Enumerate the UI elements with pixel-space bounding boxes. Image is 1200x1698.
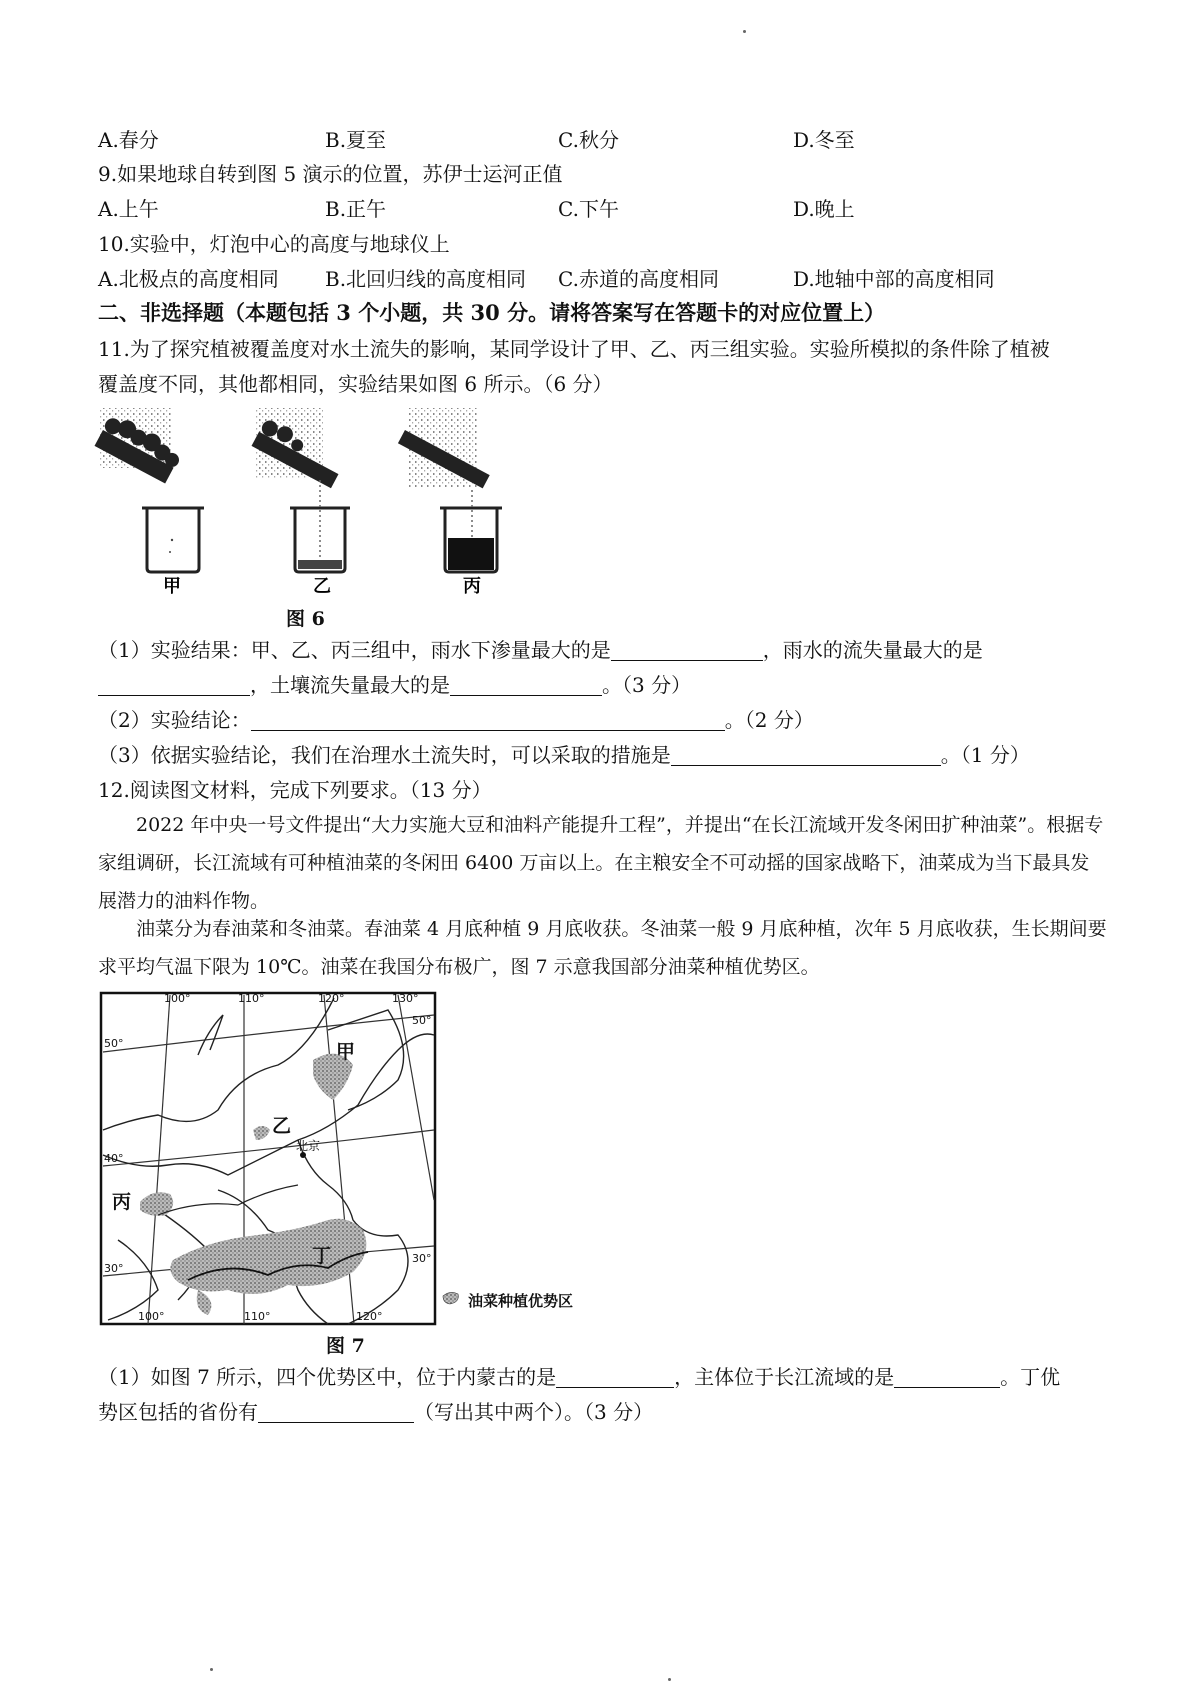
answer-blank-soil-loss[interactable] — [450, 673, 602, 696]
figure-7-caption: 图 7 — [326, 1335, 365, 1357]
bottom-lon-label-120: 120° — [356, 1310, 383, 1323]
experiment-group-jia — [94, 408, 204, 572]
lon-label-130: 130° — [392, 992, 419, 1005]
q11-part-1-score: 。（3 分） — [602, 673, 692, 697]
region-label-bing: 丙 — [112, 1191, 132, 1213]
lon-label-120: 120° — [318, 992, 345, 1005]
q12-material-paragraph-2: 油菜分为春油菜和冬油菜。春油菜 4 月底种植 9 月底收获。冬油菜一般 9 月底种植，次年 5 月底收获，生长期间要求平均气温下限为 10℃。油菜在我国分布极广，图 7 示意我国部分油菜种植优势区。 — [98, 918, 1107, 978]
q12-material-paragraph-1: 2022 年中央一号文件提出“大力实施大豆和油料产能提升工程”，并提出“在长江流域开发冬闲田扩种油菜”。根据专家组调研，长江流域有可种植油菜的冬闲田 6400 万亩以上。在主粮安全不可动摇的国家战略下，油菜成为当下最具发展潜力的油料作物。 — [98, 814, 1104, 912]
q11-part-3-text: （3）依据实验结论，我们在治理水土流失时，可以采取的措施是 — [98, 743, 671, 767]
q10-stem: 10.实验中，灯泡中心的高度与地球仪上 — [98, 232, 450, 256]
answer-blank-inner-mongolia[interactable] — [556, 1365, 674, 1388]
experiment-group-yi — [252, 408, 350, 572]
q9-stem: 9.如果地球自转到图 5 演示的位置，苏伊士运河正值 — [98, 162, 563, 186]
answer-blank-infiltration[interactable] — [611, 638, 763, 661]
q12-part-1-text-4: 势区包括的省份有 — [98, 1400, 258, 1424]
bottom-lon-label-100: 100° — [138, 1310, 165, 1323]
q9-option-d: D.晚上 — [793, 197, 855, 221]
right-lat-label-30: 30° — [412, 1252, 432, 1265]
q8-option-b: B.夏至 — [325, 128, 387, 152]
region-label-yi: 乙 — [272, 1115, 292, 1137]
q10-option-b: B.北回归线的高度相同 — [325, 267, 527, 291]
region-label-jia: 甲 — [336, 1041, 356, 1063]
q12-part-1-line-1 — [98, 1362, 1060, 1392]
answer-blank-measures[interactable] — [671, 743, 941, 766]
q11-stem-line-2: 覆盖度不同，其他都相同，实验结果如图 6 所示。（6 分） — [98, 372, 613, 396]
q12-part-1-text-2: ，主体位于长江流域的是 — [674, 1365, 895, 1389]
q11-part-2-text: （2）实验结论： — [98, 708, 251, 732]
q8-option-c: C.秋分 — [558, 128, 619, 152]
right-lat-label-50: 50° — [412, 1014, 432, 1027]
figure-6-experiment — [90, 400, 530, 640]
q9-option-c: C.下午 — [558, 197, 619, 221]
figure-7-map — [98, 990, 598, 1335]
q12-stem: 12.阅读图文材料，完成下列要求。（13 分） — [98, 778, 492, 802]
region-label-ding: 丁 — [312, 1245, 332, 1267]
q10-option-c: C.赤道的高度相同 — [558, 267, 719, 291]
answer-blank-provinces[interactable] — [258, 1400, 414, 1423]
bottom-lon-label-110: 110° — [244, 1310, 271, 1323]
q10-option-d: D.地轴中部的高度相同 — [793, 267, 995, 291]
lat-label-50: 50° — [104, 1037, 124, 1050]
q11-part-1-line-2 — [98, 670, 691, 700]
city-label-beijing: 北京 — [296, 1139, 321, 1153]
q12-part-1-text-3: 。丁优 — [1000, 1365, 1061, 1389]
q11-part-1-text-2: ，雨水的流失量最大的是 — [762, 638, 983, 662]
q8-option-d: D.冬至 — [793, 128, 855, 152]
q11-part-2-score: 。（2 分） — [724, 708, 814, 732]
map-legend — [443, 1292, 573, 1310]
experiment-group-bing — [398, 408, 502, 572]
answer-blank-yangtze[interactable] — [894, 1365, 1000, 1388]
scan-speck — [743, 30, 746, 33]
lat-label-30: 30° — [104, 1262, 124, 1275]
q12-part-1-text: （1）如图 7 所示，四个优势区中，位于内蒙古的是 — [98, 1365, 557, 1389]
legend-label: 油菜种植优势区 — [468, 1292, 574, 1310]
answer-blank-conclusion[interactable] — [251, 708, 725, 731]
q12-part-1-line-2 — [98, 1397, 653, 1427]
lon-label-110: 110° — [238, 992, 265, 1005]
section-2-heading: 二、非选择题（本题包括 3 个小题，共 30 分。请将答案写在答题卡的对应位置上） — [98, 300, 886, 325]
q11-part-1-line-1 — [98, 635, 983, 665]
scan-speck — [668, 1678, 671, 1681]
lon-label-100: 100° — [164, 992, 191, 1005]
q8-option-a: A.春分 — [98, 128, 159, 152]
figure-6-label-bing: 丙 — [463, 576, 481, 597]
q9-option-a: A.上午 — [98, 197, 159, 221]
q11-part-1-text: （1）实验结果：甲、乙、丙三组中，雨水下渗量最大的是 — [98, 638, 611, 662]
q11-part-3-score: 。（1 分） — [940, 743, 1030, 767]
answer-blank-runoff[interactable] — [98, 673, 250, 696]
q11-part-3 — [98, 740, 1030, 770]
lat-label-40: 40° — [104, 1152, 124, 1165]
q11-part-1-text-3: ，土壤流失量最大的是 — [250, 673, 450, 697]
q11-part-2 — [98, 705, 814, 735]
q9-option-b: B.正午 — [325, 197, 387, 221]
q12-part-1-score: （写出其中两个）。（3 分） — [414, 1400, 654, 1424]
figure-6-label-yi: 乙 — [313, 576, 331, 597]
scan-speck — [210, 1668, 213, 1671]
q11-stem-line-1: 11.为了探究植被覆盖度对水土流失的影响，某同学设计了甲、乙、丙三组实验。实验所模拟的条件除了植被 — [98, 337, 1050, 361]
q10-option-a: A.北极点的高度相同 — [98, 267, 279, 291]
figure-6-caption: 图 6 — [286, 608, 325, 630]
figure-6-label-jia: 甲 — [163, 576, 181, 597]
